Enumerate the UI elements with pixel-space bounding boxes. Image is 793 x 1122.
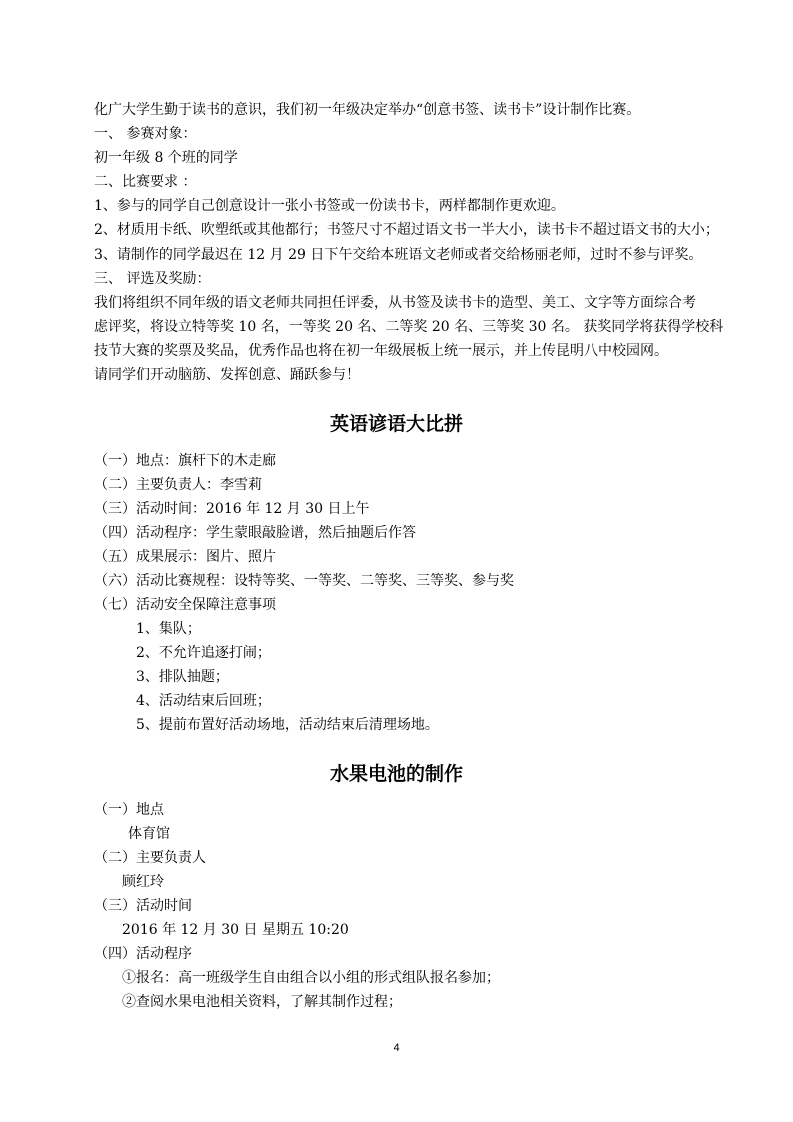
- intro-line: 我们将组织不同年级的语文老师共同担任评委，从书签及读书卡的造型、美工、文字等方面综合考: [94, 295, 696, 311]
- intro-line: 三、 评选及奖励：: [94, 271, 211, 287]
- list-item: 3、排队抽题；: [136, 669, 229, 685]
- section-line: （三）活动时间：2016 年 12 月 30 日上午: [94, 501, 370, 517]
- section-line: （一）地点：旗杆下的木走廊: [94, 453, 276, 469]
- intro-line: 请同学们开动脑筋、发挥创意、踊跃参与！: [94, 367, 360, 383]
- intro-line: 一、 参赛对象：: [94, 126, 197, 142]
- section-line: （一）地点: [94, 802, 164, 818]
- list-item: 4、活动结束后回班；: [136, 693, 271, 709]
- section-line: 体育馆: [128, 826, 170, 842]
- section-line: （四）活动程序: [94, 946, 192, 962]
- procedure-step: ①报名：高一班级学生自由组合以小组的形式组队报名参加；: [122, 970, 500, 986]
- section-line: 顾红玲: [122, 874, 164, 890]
- section-line: （四）活动程序：学生蒙眼敲脸谱，然后抽题后作答: [94, 525, 416, 541]
- intro-line: 1、参与的同学自己创意设计一张小书签或一份读书卡，两样都制作更欢迎。: [94, 198, 565, 214]
- section-title: 英语谚语大比拼: [329, 413, 463, 435]
- list-item: 1、集队；: [136, 621, 201, 637]
- section-line: （五）成果展示：图片、照片: [94, 549, 276, 565]
- intro-line: 技节大赛的奖票及奖品，优秀作品也将在初一年级展板上统一展示，并上传昆明八中校园网。: [94, 343, 668, 359]
- intro-line: 2、材质用卡纸、吹塑纸或其他都行；书签尺寸不超过语文书一半大小，读书卡不超过语文书的大小；: [94, 222, 719, 238]
- page-number: 4: [393, 1042, 400, 1054]
- procedure-step: ②查阅水果电池相关资料，了解其制作过程；: [122, 994, 402, 1010]
- intro-line: 二、比赛要求 ：: [94, 174, 197, 190]
- section-line: （二）主要负责人：李雪莉: [94, 477, 262, 493]
- section-line: （六）活动比赛规程：设特等奖、一等奖、二等奖、三等奖、参与奖: [94, 573, 514, 589]
- intro-line: 初一年级 8 个班的同学: [94, 150, 238, 166]
- list-item: 5、提前布置好活动场地，活动结束后清理场地。: [136, 717, 439, 733]
- section-title: 水果电池的制作: [329, 763, 463, 785]
- section-line: 2016 年 12 月 30 日 星期五 10:20: [122, 922, 349, 938]
- list-item: 2、不允许追逐打闹；: [136, 645, 271, 661]
- intro-line: 3、请制作的同学最迟在 12 月 29 日下午交给本班语文老师或者交给杨丽老师，过时不参与评奖。: [94, 247, 703, 263]
- intro-line: 虑评奖，将设立特等奖 10 名，一等奖 20 名、二等奖 20 名、三等奖 30 名。 获奖同学将获得学校科: [94, 319, 724, 335]
- intro-line: 化广大学生勤于读书的意识，我们初一年级决定举办“创意书签、读书卡”设计制作比赛。: [94, 102, 641, 118]
- section-line: （二）主要负责人: [94, 850, 206, 866]
- section-line: （七）活动安全保障注意事项: [94, 597, 276, 613]
- section-line: （三）活动时间: [94, 898, 192, 914]
